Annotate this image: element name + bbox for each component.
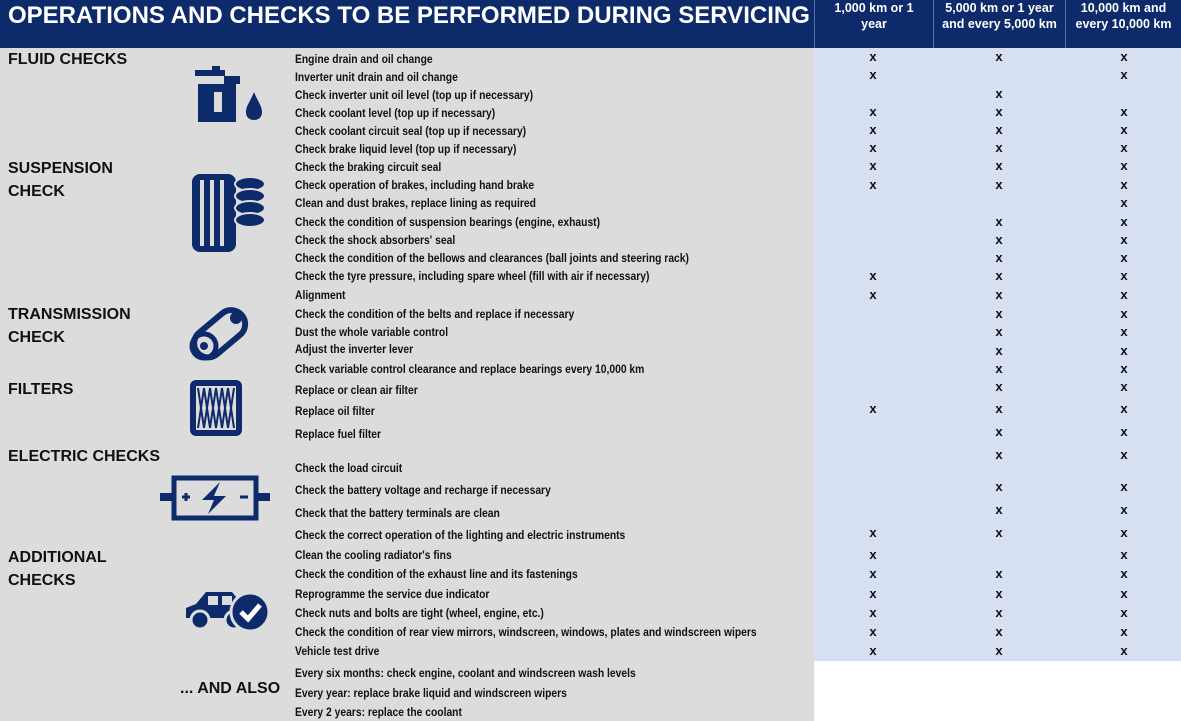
interval-mark: x bbox=[869, 287, 877, 302]
interval-mark: x bbox=[1120, 566, 1128, 581]
interval-mark: x bbox=[995, 447, 1003, 462]
interval-mark: x bbox=[995, 104, 1003, 119]
battery-icon bbox=[158, 474, 272, 522]
interval-mark: x bbox=[1120, 49, 1128, 64]
operation-text: Dust the whole variable control bbox=[295, 325, 449, 339]
interval-mark: x bbox=[869, 643, 877, 658]
header-bar bbox=[0, 0, 1181, 48]
interval-mark: x bbox=[1120, 177, 1128, 192]
interval-mark: x bbox=[995, 379, 1003, 394]
also-item: Every year: replace brake liquid and windscreen wipers bbox=[295, 686, 567, 700]
and-also-label: ... AND ALSO bbox=[180, 680, 281, 697]
interval-mark: x bbox=[995, 250, 1003, 265]
interval-mark: x bbox=[995, 479, 1003, 494]
interval-mark: x bbox=[1120, 361, 1128, 376]
interval-mark: x bbox=[995, 586, 1003, 601]
operation-text: Check the load circuit bbox=[295, 461, 403, 475]
operation-text: Check coolant circuit seal (top up if necessary) bbox=[295, 124, 527, 138]
operation-text: Check the shock absorbers' seal bbox=[295, 233, 456, 247]
interval-mark: x bbox=[1120, 547, 1128, 562]
interval-mark: x bbox=[995, 86, 1003, 101]
operation-text: Reprogramme the service due indicator bbox=[295, 587, 490, 601]
interval-mark: x bbox=[995, 566, 1003, 581]
interval-mark: x bbox=[1120, 479, 1128, 494]
interval-mark: x bbox=[995, 140, 1003, 155]
operation-text: Check that the battery terminals are clean bbox=[295, 506, 500, 520]
interval-mark: x bbox=[1120, 324, 1128, 339]
section-title-filters: FILTERS bbox=[8, 381, 74, 398]
interval-mark: x bbox=[869, 140, 877, 155]
operation-text: Check variable control clearance and replace bearings every 10,000 km bbox=[295, 362, 645, 376]
page-title: OPERATIONS AND CHECKS TO BE PERFORMED DURING SERVICING bbox=[8, 2, 810, 29]
interval-mark: x bbox=[995, 49, 1003, 64]
interval-mark: x bbox=[995, 361, 1003, 376]
operation-text: Replace oil filter bbox=[295, 404, 375, 418]
interval-mark: x bbox=[995, 624, 1003, 639]
interval-mark: x bbox=[869, 49, 877, 64]
operation-text: Check nuts and bolts are tight (wheel, engine, etc.) bbox=[295, 606, 544, 620]
interval-mark: x bbox=[869, 586, 877, 601]
operation-text: Clean and dust brakes, replace lining as required bbox=[295, 196, 536, 210]
operation-text: Check the condition of the belts and replace if necessary bbox=[295, 307, 575, 321]
interval-mark: x bbox=[995, 424, 1003, 439]
operation-text: Check the tyre pressure, including spare wheel (fill with air if necessary) bbox=[295, 269, 650, 283]
interval-mark: x bbox=[995, 122, 1003, 137]
section-title-additional: ADDITIONAL CHECKS bbox=[8, 549, 107, 589]
interval-mark: x bbox=[869, 624, 877, 639]
interval-mark: x bbox=[1120, 122, 1128, 137]
section-title-suspension: SUSPENSION CHECK bbox=[8, 160, 113, 200]
section-title-electric: ELECTRIC CHECKS bbox=[8, 448, 161, 465]
interval-mark: x bbox=[1120, 502, 1128, 517]
interval-mark: x bbox=[995, 232, 1003, 247]
interval-mark: x bbox=[1120, 447, 1128, 462]
also-item: Every 2 years: replace the coolant bbox=[295, 705, 462, 719]
column-header-5000km: 5,000 km or 1 year and every 5,000 km bbox=[933, 0, 1065, 48]
operation-text: Check the condition of suspension bearings (engine, exhaust) bbox=[295, 215, 601, 229]
section-title-fluid: FLUID CHECKS bbox=[8, 51, 128, 68]
interval-mark: x bbox=[995, 605, 1003, 620]
operation-text: Check the battery voltage and recharge if necessary bbox=[295, 483, 551, 497]
interval-mark: x bbox=[995, 502, 1003, 517]
interval-mark: x bbox=[995, 525, 1003, 540]
interval-mark: x bbox=[1120, 158, 1128, 173]
interval-mark: x bbox=[869, 525, 877, 540]
interval-mark: x bbox=[995, 343, 1003, 358]
operation-text: Check the braking circuit seal bbox=[295, 160, 442, 174]
interval-mark: x bbox=[869, 104, 877, 119]
interval-mark: x bbox=[995, 158, 1003, 173]
interval-mark: x bbox=[1120, 586, 1128, 601]
column-header-1000km: 1,000 km or 1 year bbox=[814, 0, 933, 48]
interval-mark: x bbox=[1120, 214, 1128, 229]
section-title-transmission: TRANSMISSION CHECK bbox=[8, 306, 131, 346]
interval-mark: x bbox=[1120, 195, 1128, 210]
interval-mark: x bbox=[1120, 525, 1128, 540]
interval-mark: x bbox=[869, 401, 877, 416]
interval-mark: x bbox=[869, 268, 877, 283]
interval-mark: x bbox=[1120, 643, 1128, 658]
interval-mark: x bbox=[1120, 232, 1128, 247]
operation-text: Check the condition of rear view mirrors, windscreen, windows, plates and windscreen wipers bbox=[295, 625, 757, 639]
operation-text: Check the condition of the exhaust line and its fastenings bbox=[295, 567, 578, 581]
interval-mark: x bbox=[869, 605, 877, 620]
interval-mark: x bbox=[995, 324, 1003, 339]
operation-text: Check the correct operation of the lighting and electric instruments bbox=[295, 528, 626, 542]
interval-mark: x bbox=[1120, 104, 1128, 119]
interval-mark: x bbox=[1120, 424, 1128, 439]
operation-text: Check brake liquid level (top up if necessary) bbox=[295, 142, 517, 156]
operation-text: Clean the cooling radiator's fins bbox=[295, 548, 452, 562]
interval-mark: x bbox=[1120, 624, 1128, 639]
operation-text: Check operation of brakes, including hand brake bbox=[295, 178, 535, 192]
air-filter-icon bbox=[188, 378, 244, 438]
interval-mark: x bbox=[1120, 343, 1128, 358]
interval-mark: x bbox=[869, 566, 877, 581]
interval-mark: x bbox=[995, 643, 1003, 658]
oil-can-icon bbox=[190, 64, 270, 128]
interval-mark: x bbox=[1120, 268, 1128, 283]
operation-text: Replace fuel filter bbox=[295, 427, 382, 441]
operation-text: Check the condition of the bellows and clearances (ball joints and steering rack) bbox=[295, 251, 689, 265]
belt-pulley-icon bbox=[184, 298, 254, 368]
interval-mark: x bbox=[1120, 287, 1128, 302]
operation-text: Engine drain and oil change bbox=[295, 52, 433, 66]
interval-mark: x bbox=[995, 268, 1003, 283]
interval-mark: x bbox=[995, 287, 1003, 302]
interval-mark: x bbox=[995, 214, 1003, 229]
operation-text: Inverter unit drain and oil change bbox=[295, 70, 458, 84]
interval-mark: x bbox=[1120, 250, 1128, 265]
interval-mark: x bbox=[869, 67, 877, 82]
column-header-10000km: 10,000 km and every 10,000 km bbox=[1065, 0, 1181, 48]
interval-mark: x bbox=[869, 177, 877, 192]
tyre-and-discs-icon bbox=[188, 170, 268, 254]
interval-mark: x bbox=[869, 547, 877, 562]
operation-text: Vehicle test drive bbox=[295, 644, 380, 658]
operation-text: Check inverter unit oil level (top up if necessary) bbox=[295, 88, 534, 102]
operation-text: Check coolant level (top up if necessary) bbox=[295, 106, 496, 120]
interval-mark: x bbox=[995, 177, 1003, 192]
interval-mark: x bbox=[869, 158, 877, 173]
car-check-icon bbox=[182, 584, 272, 634]
operation-text: Adjust the inverter lever bbox=[295, 342, 414, 356]
operation-text: Alignment bbox=[295, 288, 346, 302]
interval-mark: x bbox=[1120, 140, 1128, 155]
also-item: Every six months: check engine, coolant and windscreen wash levels bbox=[295, 666, 636, 680]
interval-mark: x bbox=[1120, 306, 1128, 321]
interval-mark: x bbox=[995, 401, 1003, 416]
interval-mark: x bbox=[995, 306, 1003, 321]
interval-mark: x bbox=[1120, 379, 1128, 394]
interval-mark: x bbox=[869, 122, 877, 137]
interval-mark: x bbox=[1120, 401, 1128, 416]
interval-mark: x bbox=[1120, 67, 1128, 82]
operation-text: Replace or clean air filter bbox=[295, 383, 418, 397]
interval-mark: x bbox=[1120, 605, 1128, 620]
